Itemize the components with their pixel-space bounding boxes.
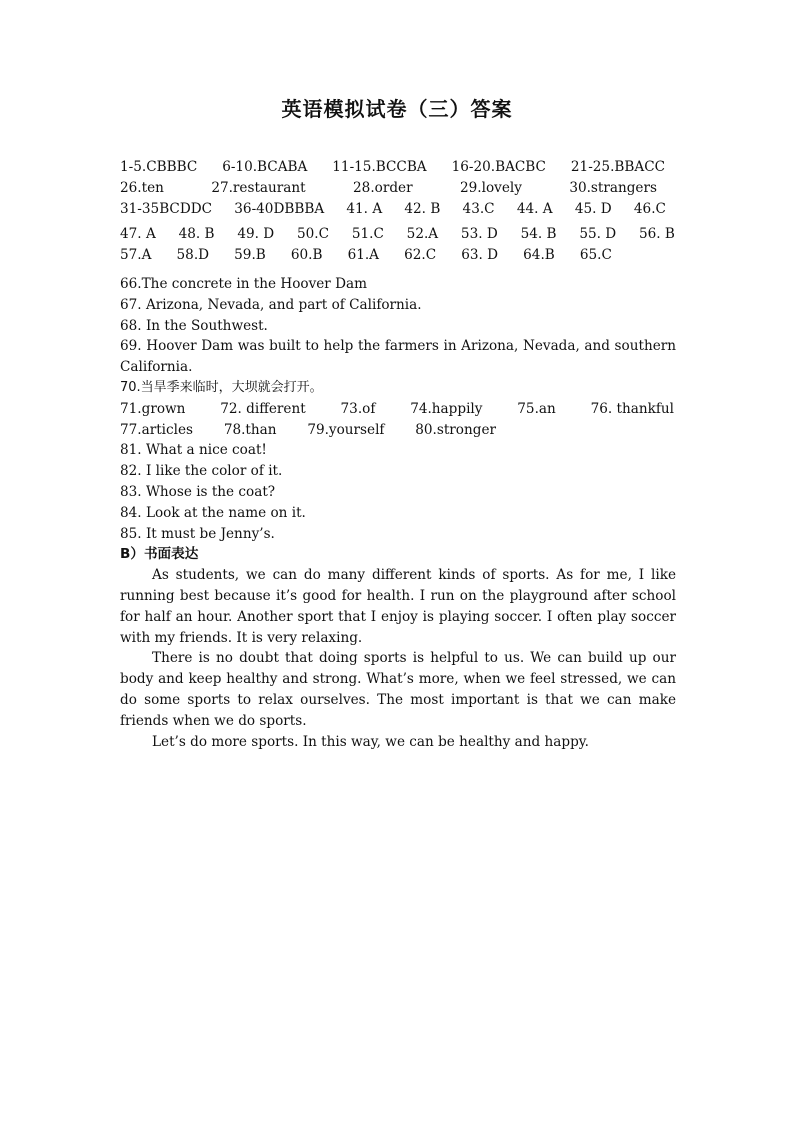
answer-item: 54. B [520,226,557,243]
answer-row-2 [120,178,657,199]
answer-item: 53. D [460,226,498,243]
answer-item: 60.B [290,247,323,264]
answer-item: 48. B [178,226,215,243]
writing-heading: B）书面表达 [120,546,199,563]
answer-item: 49. D [237,226,275,243]
answer-item: 36-40DBBBA [234,200,325,217]
short-answer-70: 70.当旱季来临时，大坝就会打开。 [120,379,323,395]
fill-item: 77.articles [120,421,194,438]
fill-item: 72. different [220,400,306,417]
short-answer-69: 69. Hoover Dam was built to help the farmers in Arizona, Nevada, and southern California. [120,338,676,376]
answer-row-3 [120,199,666,220]
essay-paragraph-1: As students, we can do many different kinds of sports. As for me, I like running best because it’s good for health. I run on the playground after school for half an hour. Another sport that I enjoy is playing soccer. I often play soccer with my friends. It is very relaxing. [120,567,676,646]
dialogue-83: 83. Whose is the coat? [120,483,276,500]
answer-item: 65.C [579,247,612,264]
answer-item: 43.C [462,200,495,217]
fill-item: 80.stronger [415,421,496,438]
answer-item: 56. B [638,226,675,243]
answer-item: 16-20.BACBC [451,159,546,175]
answer-item: 28.order [353,179,413,196]
essay-paragraph-3: Let’s do more sports. In this way, we can be healthy and happy. [152,733,589,750]
answer-item: 52.A [406,226,439,243]
answer-item: 45. D [574,200,612,217]
answer-row-1 [120,157,665,178]
fill-item: 79.yourself [307,421,385,438]
page-title: 英语模拟试卷（三）答案 [281,97,513,121]
answer-item: 63. D [461,247,499,264]
fill-item: 75.an [517,400,556,417]
dialogue-84: 84. Look at the name on it. [120,504,306,521]
answer-row-4 [120,224,675,245]
dialogue-81: 81. What a nice coat! [120,442,267,459]
answer-item: 11-15.BCCBA [332,159,427,175]
answer-item: 42. B [404,200,441,217]
answer-row-5 [120,245,612,266]
answer-item: 61.A [347,247,379,264]
answer-item: 1-5.CBBBC [120,159,198,175]
short-answer-67: 67. Arizona, Nevada, and part of California. [120,296,422,313]
fill-row-1 [120,399,674,420]
answer-item: 55. D [579,226,617,243]
answer-item: 29.lovely [459,179,522,196]
dialogue-85: 85. It must be Jenny’s. [120,525,275,542]
answer-item: 51.C [351,226,384,243]
answer-item: 62.C [404,247,437,264]
answer-item: 46.C [633,200,666,217]
answer-item: 64.B [523,247,555,264]
answer-item: 6-10.BCABA [222,159,308,175]
dialogue-82: 82. I like the color of it. [120,463,283,480]
answer-item: 58.D [176,247,210,264]
short-answer-66: 66.The concrete in the Hoover Dam [120,275,368,292]
fill-row-2 [120,420,496,441]
answer-item: 31-35BCDDC [120,200,213,217]
fill-item: 74.happily [410,400,483,417]
essay-paragraph-2: There is no doubt that doing sports is helpful to us. We can build up our body and keep healthy and strong. What’s more, when we feel stressed, we can do some sports to relax ourselves. The most important is that we can make friends when we do sports. [120,650,676,729]
answer-item: 47. A [120,226,156,243]
answer-item: 26.ten [120,179,164,196]
answer-item: 41. A [346,200,383,217]
answer-item: 44. A [516,200,553,217]
answer-item: 21-25.BBACC [570,159,665,175]
short-answer-68: 68. In the Southwest. [120,317,268,334]
answer-item: 30.strangers [569,179,657,196]
answer-item: 57.A [120,247,152,264]
fill-item: 76. thankful [590,400,674,417]
fill-item: 78.than [223,421,277,438]
fill-item: 71.grown [120,400,186,417]
answer-item: 59.B [234,247,266,264]
answer-content [120,157,676,752]
answer-item: 27.restaurant [211,179,306,196]
fill-item: 73.of [340,400,376,417]
answer-item: 50.C [296,226,330,243]
